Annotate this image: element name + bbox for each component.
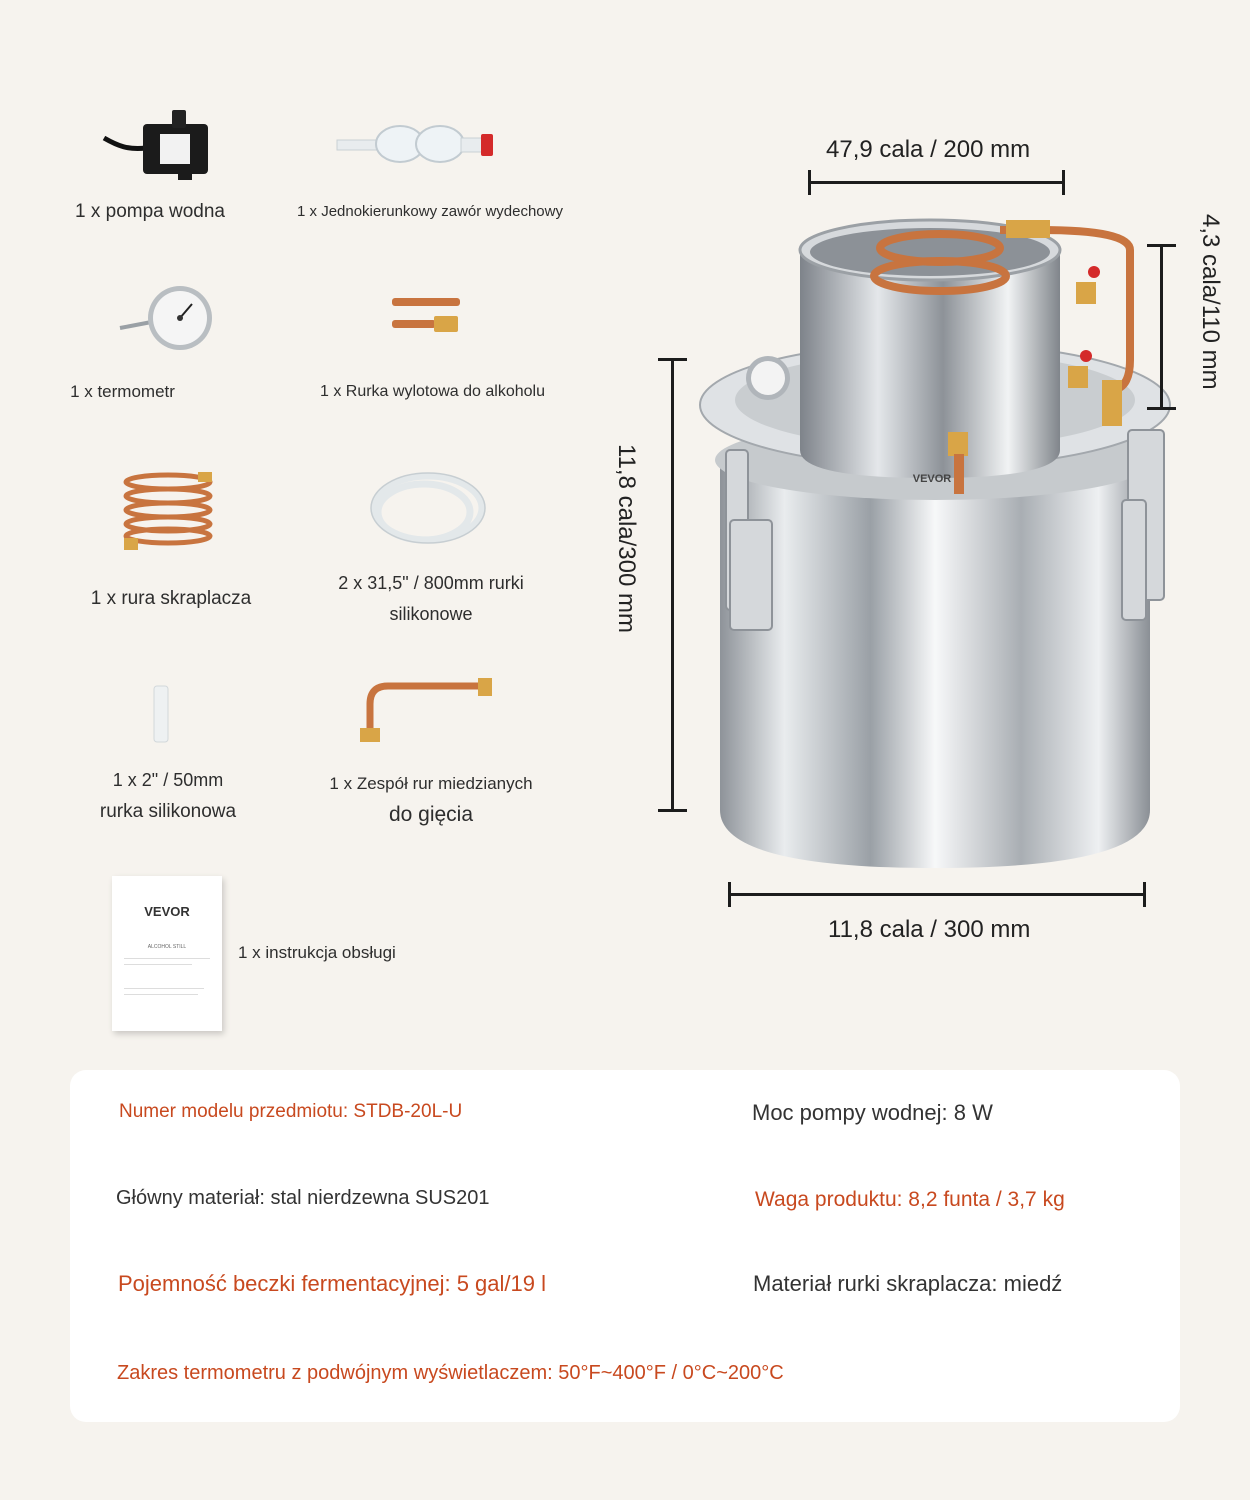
label-manual: 1 x instrukcja obsługi: [238, 943, 396, 962]
dim-top-height-line: [1160, 244, 1163, 410]
spec-pump-power: Moc pompy wodnej: 8 W: [752, 1100, 993, 1125]
label-copper-pipe-line1: 1 x Zespół rur miedzianych: [329, 774, 533, 793]
booklet-subtitle: ALCOHOL STILL: [147, 944, 187, 950]
label-airlock-valve: 1 x Jednokierunkowy zawór wydechowy: [297, 203, 563, 220]
spec-material: Główny materiał: stal nierdzewna SUS201: [116, 1187, 490, 1209]
thermometer-icon: [118, 282, 218, 354]
label-thermometer: 1 x termometr: [70, 382, 175, 401]
spec-weight: Waga produktu: 8,2 funta / 3,7 kg: [755, 1188, 1065, 1211]
dim-body-width-line: [728, 893, 1146, 896]
dim-body-height-line: [671, 358, 674, 812]
dim-body-height-text: 11,8 cala/300 mm: [613, 444, 640, 633]
dim-top-width-line: [808, 181, 1065, 184]
silicone-hose-icon: [362, 468, 494, 552]
label-short-tube-line1: 1 x 2" / 50mm: [112, 770, 224, 790]
condenser-coil-icon: [118, 472, 218, 554]
spec-model: Numer modelu przedmiotu: STDB-20L-U: [119, 1101, 463, 1122]
dim-top-height-text: 4,3 cala/110 mm: [1197, 214, 1224, 390]
outlet-tube-icon: [388, 294, 468, 344]
short-silicone-tube-icon: [152, 684, 170, 744]
label-silicone-hose-line1: 2 x 31,5" / 800mm rurki: [338, 573, 524, 593]
copper-pipe-icon: [356, 674, 498, 746]
spec-thermometer-range: Zakres termometru z podwójnym wyświetlaczem: 50°F~400°F / 0°C~200°C: [117, 1362, 784, 1384]
label-short-tube-line2: rurka silikonowa: [99, 801, 237, 822]
distiller-pot-icon: [690, 200, 1190, 880]
label-silicone-hose-line2: silikonowe: [389, 604, 473, 624]
spec-coil-material: Materiał rurki skraplacza: miedź: [753, 1271, 1063, 1296]
label-condenser-coil: 1 x rura skraplacza: [90, 588, 252, 609]
label-copper-pipe-line2: do gięcia: [388, 803, 474, 826]
booklet-brand: VEVOR: [144, 904, 190, 919]
manual-booklet-icon: [112, 876, 222, 1031]
spec-capacity: Pojemność beczki fermentacyjnej: 5 gal/19 l: [118, 1271, 546, 1296]
distiller-brand-mark: VEVOR: [912, 473, 952, 485]
label-outlet-tube: 1 x Rurka wylotowa do alkoholu: [319, 383, 545, 400]
dim-top-width-text: 47,9 cala / 200 mm: [826, 136, 1031, 163]
label-water-pump: 1 x pompa wodna: [75, 201, 225, 222]
dim-body-width-text: 11,8 cala / 300 mm: [828, 916, 1031, 943]
airlock-valve-icon: [335, 118, 500, 168]
water-pump-icon: [98, 106, 218, 186]
